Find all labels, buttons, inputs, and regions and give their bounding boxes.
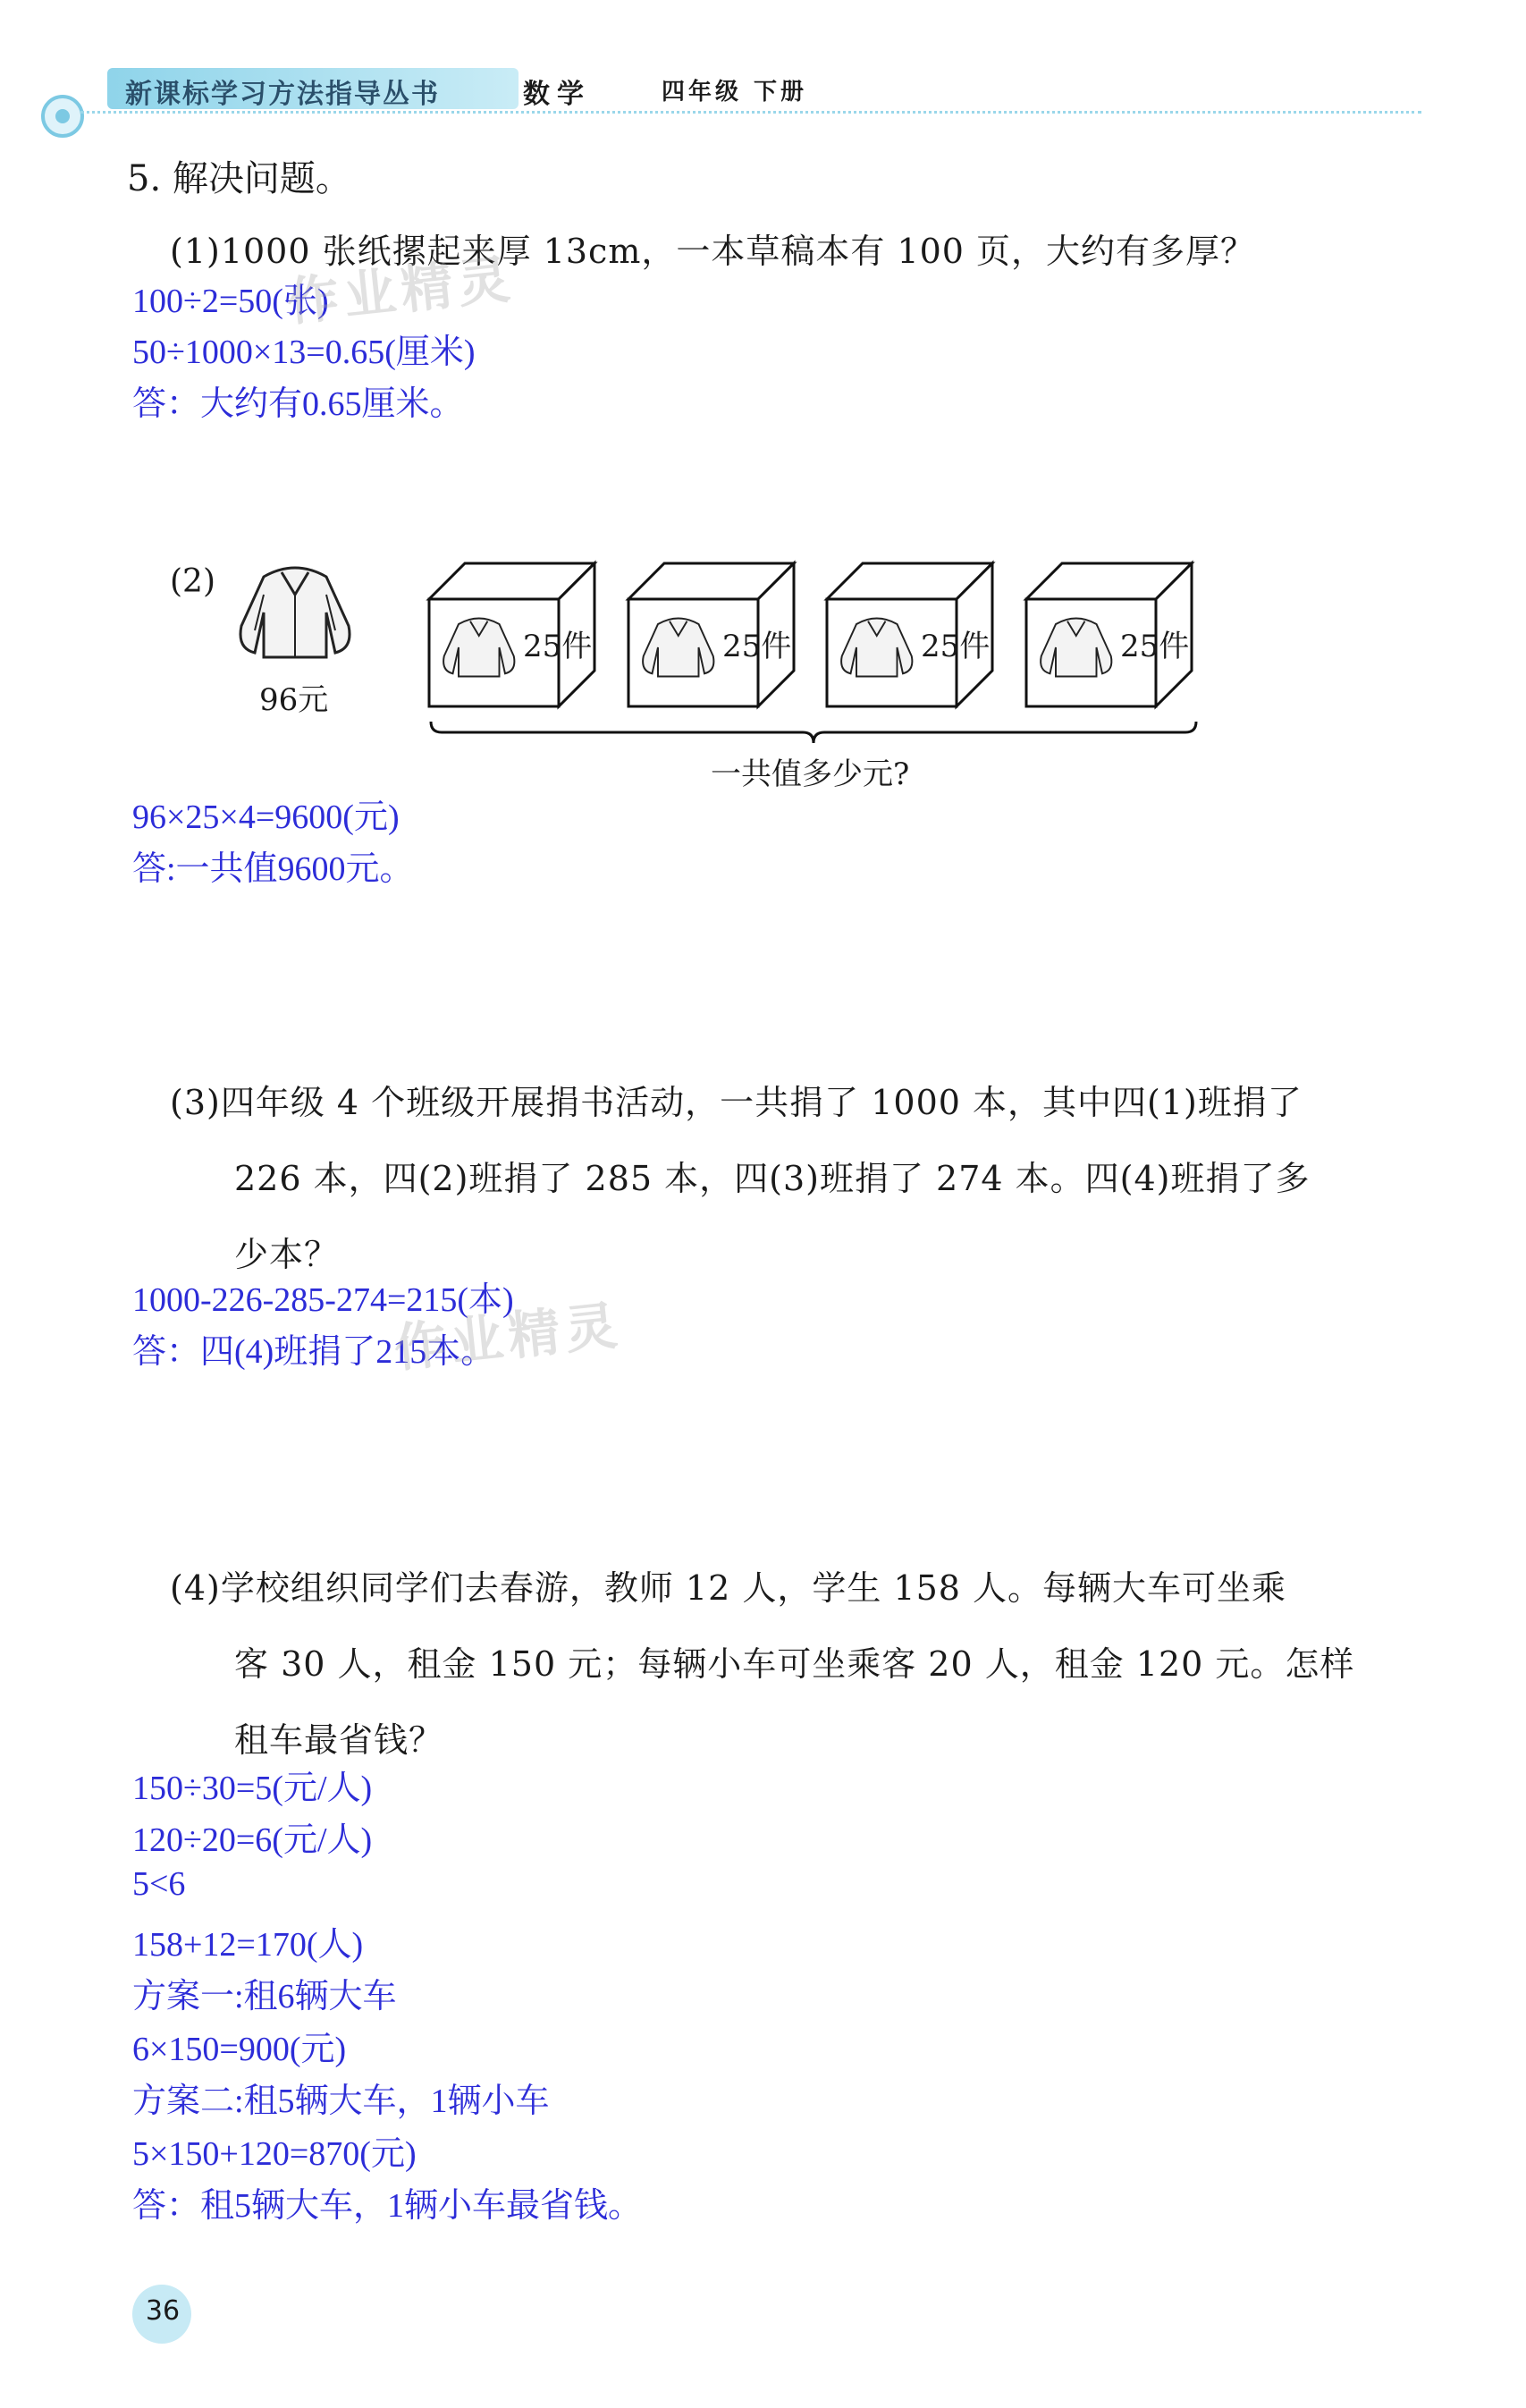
answer-4-line-6: 6×150=900(元) bbox=[132, 2031, 347, 2068]
answer-2-line-2: 答:一共值9600元。 bbox=[132, 850, 414, 888]
brace-question: 一共值多少元? bbox=[711, 756, 910, 792]
question-1: (1)1000 张纸摞起来厚 13cm，一本草稿本有 100 页，大约有多厚？ bbox=[170, 232, 1256, 271]
box-4-count: 25件 bbox=[1120, 629, 1190, 664]
answer-4-line-7: 方案二:租5辆大车，1辆小车 bbox=[132, 2083, 550, 2120]
answer-4-line-4: 158+12=170(人) bbox=[132, 1926, 364, 1964]
question-3-line-2: 226 本，四(2)班捐了 285 本，四(3)班捐了 274 本。四(4)班捐了多 bbox=[234, 1159, 1311, 1198]
box-2-count: 25件 bbox=[722, 629, 792, 664]
question-4-line-3: 租车最省钱？ bbox=[234, 1720, 444, 1760]
watermark: 作业精灵 bbox=[391, 1294, 626, 1380]
answer-4-line-3: 5<6 bbox=[132, 1865, 186, 1903]
answer-4-line-1: 150÷30=5(元/人) bbox=[132, 1770, 373, 1807]
answer-1-line-3: 答：大约有0.65厘米。 bbox=[132, 385, 464, 423]
answer-4-line-5: 方案一:租6辆大车 bbox=[132, 1978, 397, 2015]
jacket-price: 96元 bbox=[259, 682, 329, 718]
box-3-count: 25件 bbox=[921, 629, 991, 664]
answer-1-line-1: 100÷2=50(张) bbox=[132, 283, 329, 320]
answer-3-line-2: 答：四(4)班捐了215本。 bbox=[132, 1333, 495, 1371]
watermark: 作业精灵 bbox=[283, 248, 519, 334]
answer-4-line-9: 答：租5辆大车，1辆小车最省钱。 bbox=[132, 2187, 643, 2225]
answer-3-line-1: 1000-226-285-274=215(本) bbox=[132, 1281, 514, 1319]
answer-4-line-8: 5×150+120=870(元) bbox=[132, 2135, 417, 2173]
question-3-line-3: 少本？ bbox=[234, 1235, 340, 1274]
subject-label: 数学 bbox=[523, 79, 591, 110]
jacket-icon bbox=[228, 559, 362, 666]
box-1-count: 25件 bbox=[523, 629, 593, 664]
section-title: 5. 解决问题。 bbox=[127, 158, 351, 199]
page-number: 36 bbox=[145, 2295, 181, 2327]
answer-1-line-2: 50÷1000×13=0.65(厘米) bbox=[132, 334, 476, 371]
answer-2-line-1: 96×25×4=9600(元) bbox=[132, 798, 400, 836]
question-4-line-2: 客 30 人，租金 150 元；每辆小车可坐乘客 20 人，租金 120 元。怎样 bbox=[234, 1644, 1355, 1684]
header-ring-icon bbox=[41, 95, 84, 138]
answer-4-line-2: 120÷20=6(元/人) bbox=[132, 1821, 373, 1859]
grade-label: 四年级 下册 bbox=[662, 79, 808, 106]
total-brace bbox=[429, 720, 1198, 747]
question-3-line-1: (3)四年级 4 个班级开展捐书活动，一共捐了 1000 本，其中四(1)班捐了 bbox=[170, 1083, 1303, 1122]
series-title: 新课标学习方法指导丛书 bbox=[125, 79, 440, 110]
header-divider bbox=[80, 111, 1421, 114]
question-2-label: (2) bbox=[170, 563, 215, 600]
page-header bbox=[36, 63, 1430, 125]
question-4-line-1: (4)学校组织同学们去春游，教师 12 人，学生 158 人。每辆大车可坐乘 bbox=[170, 1568, 1287, 1608]
